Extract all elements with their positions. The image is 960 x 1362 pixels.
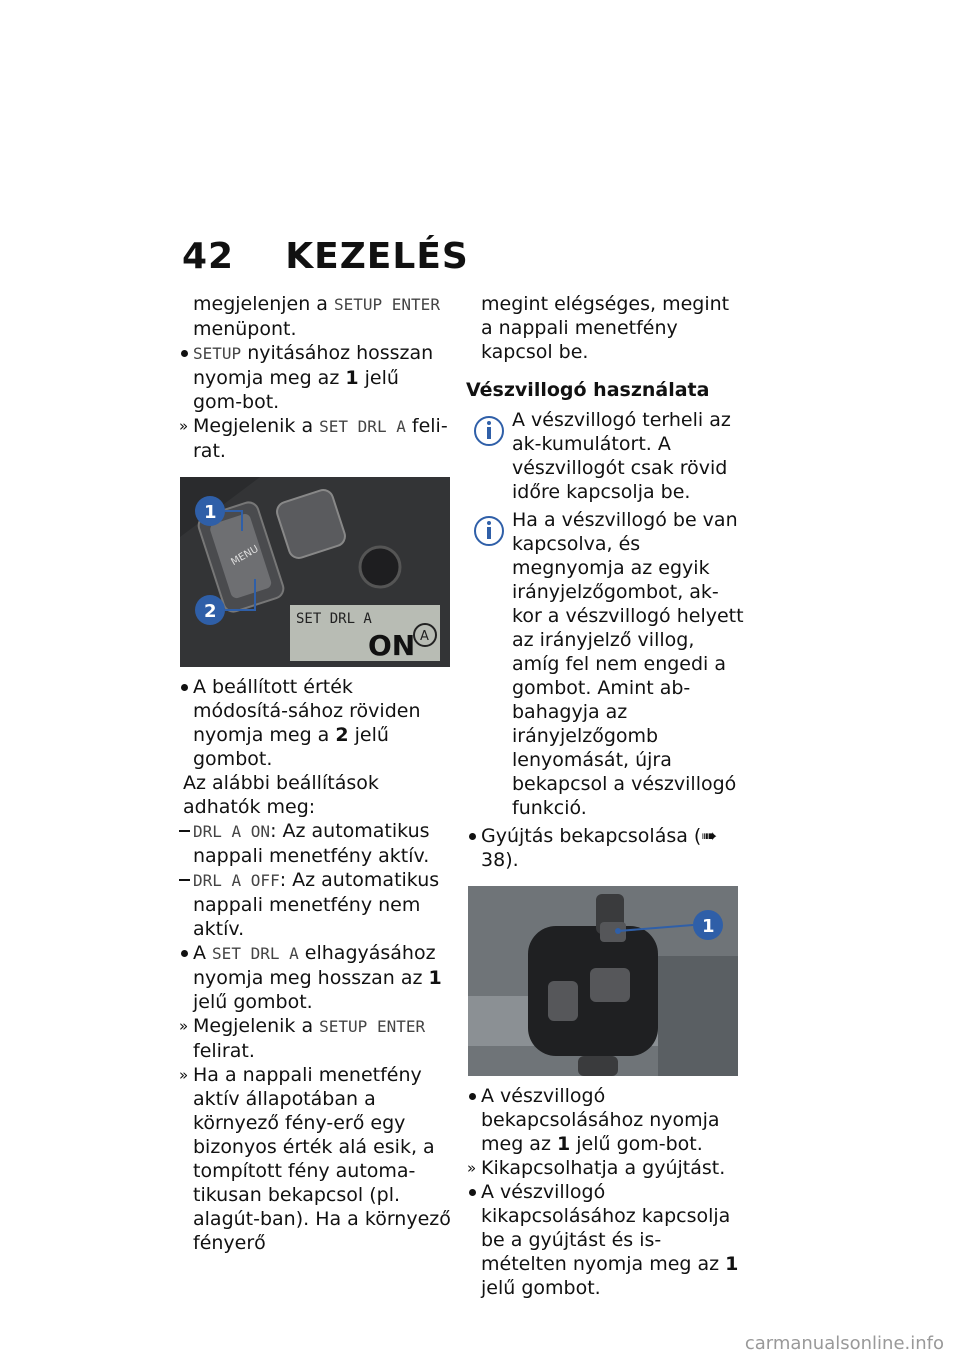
menu-label: SETUP ENTER <box>333 295 440 314</box>
ref-number: 1 <box>725 1253 739 1275</box>
section-title: KEZELÉS <box>285 236 469 277</box>
page-number: 42 <box>182 236 235 277</box>
callout-1: 1 <box>204 502 217 523</box>
menu-label: SET DRL A <box>212 944 299 963</box>
menu-label: SETUP <box>193 344 242 363</box>
info-note <box>466 408 746 504</box>
note-text: Ha a vészvillogó be van kapcsolva, és megnyomja az egyik irányjelzőgombot, ak-kor a vészvillogó helyett az irányjelző villog, amíg fel nem engedi a gombot. Amint ab-bahagyja az irányjelzőgomb lenyomását, újra bekapcsol a vészvillogó funkció. <box>512 509 744 819</box>
text: Ha a nappali menetfény aktív állapotában a környező fény-erő egy bizonyos érték alá esik, a tompított fény automa-tikusan bekapcsol (pl. alagút-ban). Ha a környező fényerő <box>193 1064 451 1254</box>
page-header <box>182 236 469 277</box>
arrow-ref-icon: ➠ <box>701 825 718 847</box>
menu-label: SET DRL A <box>319 417 406 436</box>
menu-label: DRL A OFF <box>193 871 280 890</box>
text: Gyújtás bekapcsolása ( <box>481 825 702 847</box>
list-item <box>178 414 453 463</box>
handlebar-switch-photo <box>468 886 738 1076</box>
right-column <box>466 292 746 1300</box>
watermark: carmanualsonline.info <box>744 1333 944 1354</box>
text: A vészvillogó kikapcsolásához kapcsolja be a gyújtást és is-mételten nyomja meg az <box>481 1181 731 1275</box>
info-icon <box>472 514 506 554</box>
text: Megjelenik a <box>193 1015 320 1037</box>
list-item <box>178 941 453 1014</box>
list-item <box>178 868 453 941</box>
text: A <box>193 942 213 964</box>
lcd-badge: A <box>420 629 429 644</box>
lcd-line1: SET DRL A <box>296 611 372 627</box>
result-icon: » <box>179 1066 189 1084</box>
text: jelű gombot. <box>193 991 313 1013</box>
callout-2: 2 <box>204 601 217 622</box>
left-column <box>178 292 453 1255</box>
result-icon: » <box>467 1159 477 1177</box>
menu-button-text: MENU <box>229 543 261 569</box>
text: Megjelenik a <box>193 415 320 437</box>
lcd-line2: ON <box>368 629 416 662</box>
text: A beállított érték módosítá-sához röviden nyomja meg a <box>193 676 421 746</box>
ref-number: 1 <box>428 967 442 989</box>
text: jelű gom-bot. <box>193 367 399 413</box>
list-item <box>178 675 453 771</box>
result-icon: » <box>179 1017 189 1035</box>
list-item <box>466 1180 746 1300</box>
list-item <box>466 1084 746 1156</box>
list-item <box>178 819 453 868</box>
text: felirat. <box>193 1040 255 1062</box>
ref-number: 1 <box>556 1133 571 1155</box>
text: menüpont. <box>193 318 297 340</box>
text: ). <box>505 849 519 871</box>
text: jelű gom-bot. <box>570 1133 703 1155</box>
callout-1: 1 <box>702 916 715 937</box>
list-item <box>178 1014 453 1063</box>
page-ref: 38 <box>481 849 506 871</box>
menu-button-photo <box>180 477 450 667</box>
text: Kikapcsolhatja a gyújtást. <box>481 1157 726 1179</box>
text: feli-rat. <box>193 415 448 462</box>
text: A vészvillogó bekapcsolásához nyomja meg az <box>481 1085 720 1155</box>
paragraph: Az alábbi beállítások adhatók meg: <box>183 772 379 818</box>
menu-label: SETUP ENTER <box>319 1017 426 1036</box>
result-icon: » <box>179 417 189 435</box>
text: : Az automatikus nappali menetfény aktív. <box>193 820 430 867</box>
text: nyitásához hosszan nyomja meg az <box>193 342 434 389</box>
note-text: A vészvillogó terheli az ak-kumulátort. A vészvillogót csak rövid időre kapcsolja be. <box>512 409 731 503</box>
ref-number: 2 <box>335 724 349 746</box>
text: jelű gombot. <box>193 724 389 770</box>
ref-number: 1 <box>345 367 359 389</box>
paragraph: megint elégséges, megint a nappali menetfény kapcsol be. <box>481 293 730 363</box>
text: megjelenjen a <box>193 293 334 315</box>
list-item <box>178 1063 453 1255</box>
left-cont-text <box>178 292 453 341</box>
text: elhagyásához nyomja meg hosszan az <box>193 942 436 989</box>
text: jelű gombot. <box>481 1277 601 1299</box>
info-note <box>466 508 746 820</box>
list-item <box>466 824 746 872</box>
list-item <box>466 1156 746 1180</box>
list-item <box>178 341 453 414</box>
text: : Az automatikus nappali menetfény nem aktív. <box>193 869 440 940</box>
section-heading: Vészvillogó használata <box>466 379 710 401</box>
menu-label: DRL A ON <box>193 822 271 841</box>
info-icon <box>472 414 506 454</box>
